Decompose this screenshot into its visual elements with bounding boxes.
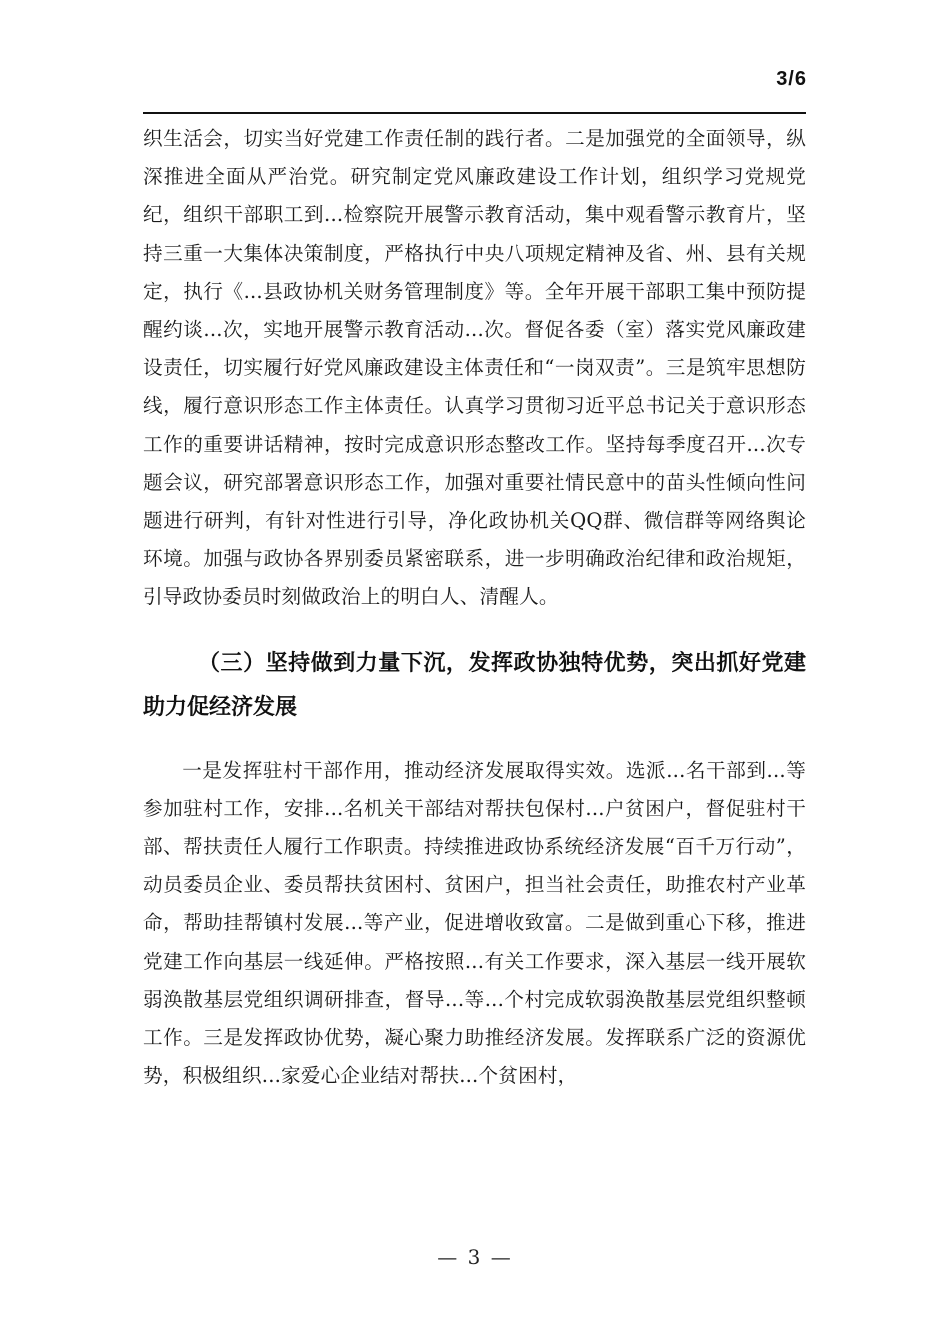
body-paragraph: 一是发挥驻村干部作用，推动经济发展取得实效。选派...名干部到...等参加驻村工作，安排...名机关干部结对帮扶包保村...户贫困户，督促驻村干部、帮扶责任人履行工作职责。持续推进政协系统经济发展“百千万行动”，动员委员企业、委员帮扶贫困村、贫困户，担当社会责任，助推农村产业革命，帮助挂帮镇村发展...等产业，促进增收致富。二是做到重心下移，推进党建工作向基层一线延伸。严格按照...有关工作要求，深入基层一线开展软弱涣散基层党组织调研排查，督导...等...个村完成软弱涣散基层党组织整顿工作。三是发挥政协优势，凝心聚力助推经济发展。发挥联系广泛的资源优势，积极组织...家爱心企业结对帮扶...个贫困村， — [143, 758, 806, 1088]
section-heading: （三）坚持做到力量下沉，发挥政协独特优势，突出抓好党建助力促经济发展 — [143, 650, 806, 720]
document-body — [143, 120, 806, 1095]
body-paragraph-continued: 织生活会，切实当好党建工作责任制的践行者。二是加强党的全面领导，纵深推进全面从严治党。研究制定党风廉政建设工作计划，组织学习党规党纪，组织干部职工到...检察院开展警示教育活动，集中观看警示教育片，坚持三重一大集体决策制度，严格执行中央八项规定精神及省、州、县有关规定，执行《...县政协机关财务管理制度》等。全年开展干部职工集中预防提醒约谈...次，实地开展警示教育活动...次。督促各委（室）落实党风廉政建设责任，切实履行好党风廉政建设主体责任和“一岗双责”。三是筑牢思想防线，履行意识形态工作主体责任。认真学习贯彻习近平总书记关于意识形态工作的重要讲话精神，按时完成意识形态整改工作。坚持每季度召开...次专题会议，研究部署意识形态工作，加强对重要社情民意中的苗头性倾向性问题进行研判，有针对性进行引导，净化政协机关QQ群、微信群等网络舆论环境。加强与政协各界别委员紧密联系，进一步明确政治纪律和政治规矩，引导政协委员时刻做政治上的明白人、清醒人。 — [143, 127, 806, 609]
footer-page-number: — 3 — — [437, 1245, 513, 1269]
header-divider — [143, 112, 806, 114]
page-counter: 3/6 — [776, 68, 807, 90]
